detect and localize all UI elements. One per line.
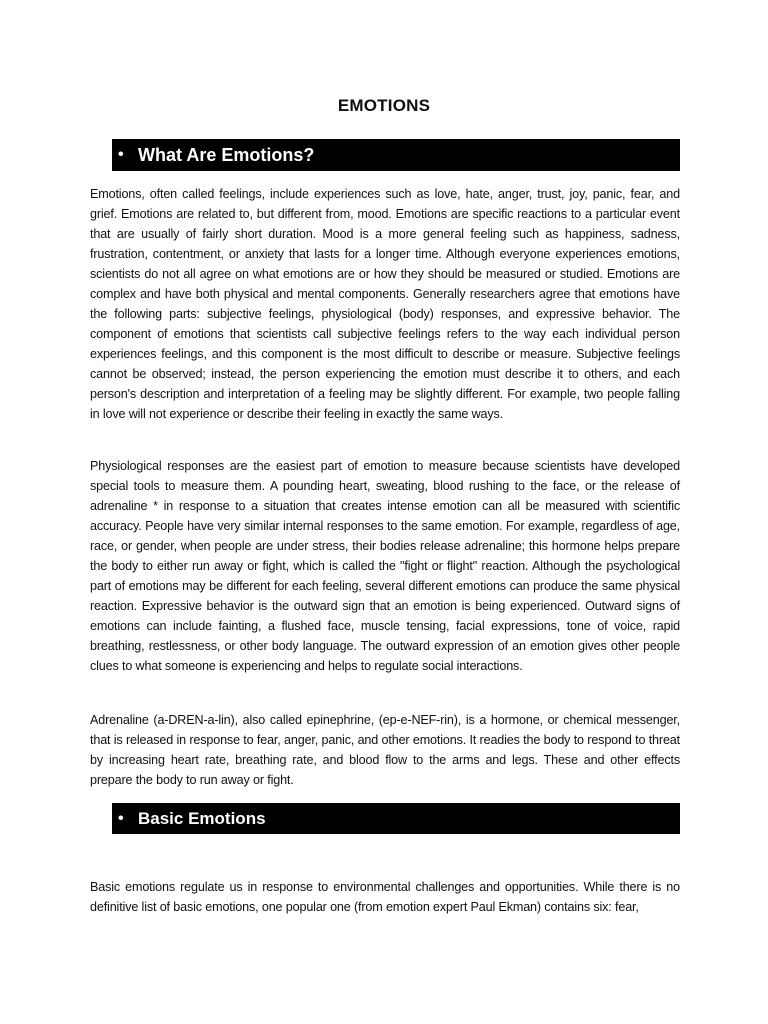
section-heading-what-are-emotions bbox=[112, 139, 680, 171]
section-heading-text: Basic Emotions bbox=[138, 808, 266, 828]
paragraph-basic-emotions: Basic emotions regulate us in response to environmental challenges and opportunities. While there is no definitive list of basic emotions, one popular one (from emotion expert Paul Ekman) contains six: fear, bbox=[90, 880, 680, 914]
paragraph-emotions-definition: Emotions, often called feelings, include experiences such as love, hate, anger, trust, joy, panic, fear, and grief. Emotions are related to, but different from, mood. Emotions are specific reactions to a particular event that are usually of fairly short duration. Mood is a more general feeling such as happiness, sadness, frustration, contentment, or anxiety that lasts for a longer time. Although everyone experiences emotions, scientists do not all agree on what emotions are or how they should be measured or studied. Emotions are complex and have both physical and mental components. Generally researchers agree that emotions have the following parts: subjective feelings, physiological (body) responses, and expressive behavior. The component of emotions that scientists call subjective feelings refers to the way each individual person experiences feelings, and this component is the most difficult to describe or measure. Subjective feelings cannot be observed; instead, the person experiencing the emotion must describe it to others, and each person's description and interpretation of a feeling may be slightly different. For example, two people falling in love will not experience or describe their feeling in exactly the same ways. bbox=[90, 187, 680, 421]
section-heading-basic-emotions bbox=[112, 803, 680, 834]
section-heading-text: What Are Emotions? bbox=[138, 144, 315, 165]
paragraph-physiological-responses: Physiological responses are the easiest part of emotion to measure because scientists have developed special tools to measure them. A pounding heart, sweating, blood rushing to the face, or the release of adrenaline * in response to a situation that creates intense emotion can all be measured with scientific accuracy. People have very similar internal responses to the same emotion. For example, regardless of age, race, or gender, when people are under stress, their bodies release adrenaline; this hormone helps prepare the body to either run away or fight, which is called the "fight or flight" reaction. Although the psychological part of emotions may be different for each feeling, several different emotions can produce the same physical reaction. Expressive behavior is the outward sign that an emotion is being experienced. Outward signs of emotions can include fainting, a flushed face, muscle tensing, facial expressions, tone of voice, rapid breathing, restlessness, or other body language. The outward expression of an emotion gives other people clues to what someone is experiencing and helps to regulate social interactions. bbox=[90, 459, 680, 673]
bullet-icon: • bbox=[118, 809, 124, 827]
document-title: EMOTIONS bbox=[337, 96, 431, 115]
bullet-icon: • bbox=[118, 146, 124, 163]
paragraph-adrenaline: Adrenaline (a-DREN-a-lin), also called epinephrine, (ep-e-NEF-rin), is a hormone, or chemical messenger, that is released in response to fear, anger, panic, and other emotions. It readies the body to respond to threat by increasing heart rate, breathing rate, and blood flow to the arms and legs. These and other effects prepare the body to run away or fight. bbox=[90, 713, 680, 787]
